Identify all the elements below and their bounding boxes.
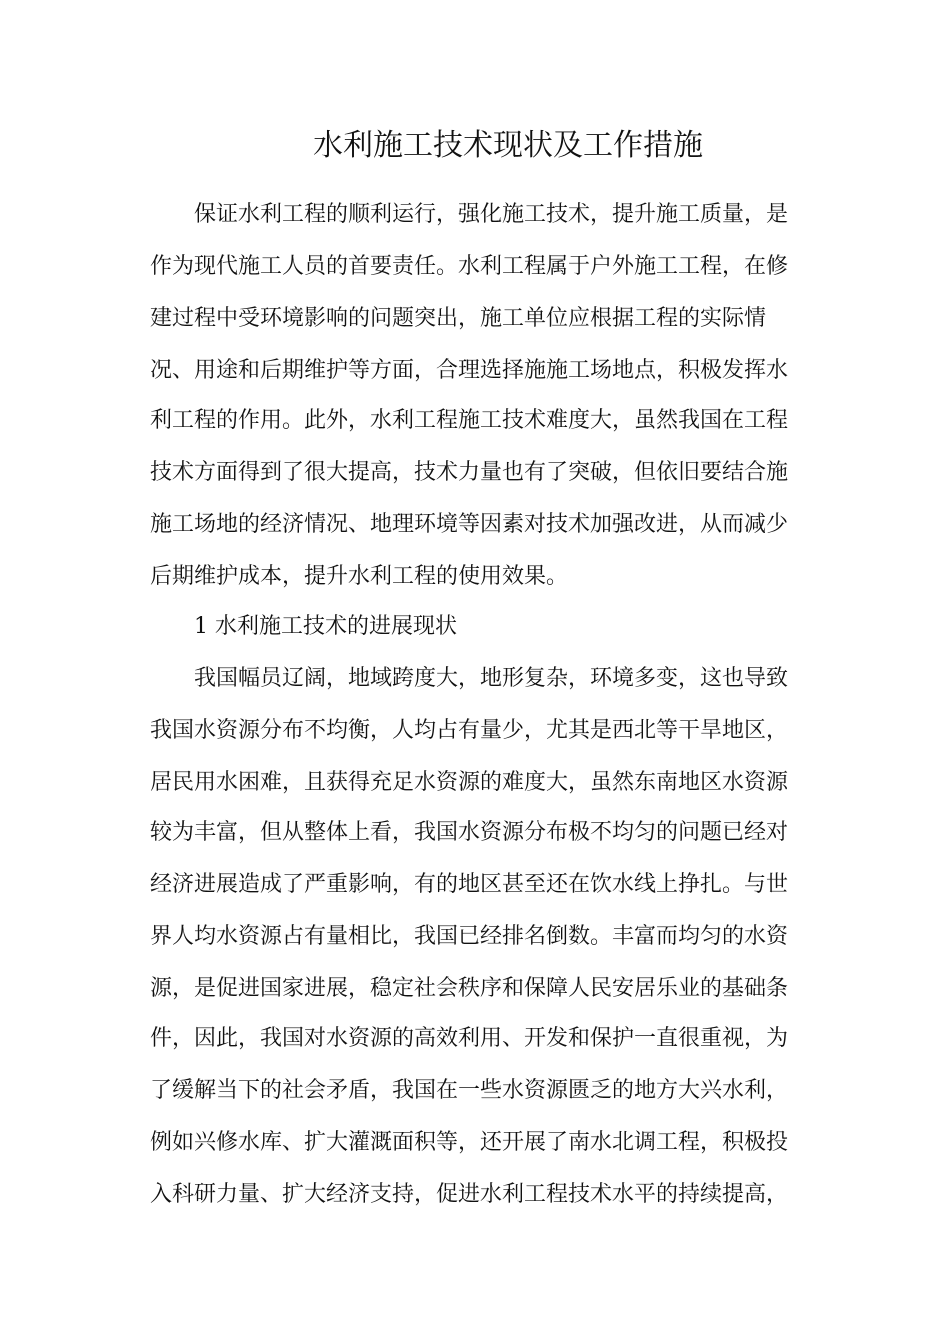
paragraph-line: 建过程中受环境影响的问题突出，施工单位应根据工程的实际情 (150, 306, 767, 331)
paragraph-line: 施工场地的经济情况、地理环境等因素对技术加强改进，从而减少 (150, 512, 789, 537)
paragraph-line: 我国幅员辽阔，地域跨度大，地形复杂，环境多变，这也导致 (194, 666, 789, 691)
paragraph-line: 况、用途和后期维护等方面，合理选择施施工场地点，积极发挥水 (150, 358, 789, 383)
paragraph-line: 了缓解当下的社会矛盾，我国在一些水资源匮乏的地方大兴水利， (150, 1078, 789, 1103)
paragraph-line: 利工程的作用。此外，水利工程施工技术难度大，虽然我国在工程 (150, 408, 789, 433)
section-heading: 1 水利施工技术的进展现状 (194, 614, 457, 639)
paragraph-line: 经济进展造成了严重影响，有的地区甚至还在饮水线上挣扎。与世 (150, 872, 789, 897)
paragraph-line: 件，因此，我国对水资源的高效利用、开发和保护一直很重视，为 (150, 1026, 789, 1051)
paragraph-line: 界人均水资源占有量相比，我国已经排名倒数。丰富而均匀的水资 (150, 924, 789, 949)
paragraph-line: 我国水资源分布不均衡，人均占有量少，尤其是西北等干旱地区， (150, 718, 789, 743)
paragraph-line: 作为现代施工人员的首要责任。水利工程属于户外施工工程，在修 (150, 254, 789, 279)
paragraph-line: 后期维护成本，提升水利工程的使用效果。 (150, 564, 569, 589)
paragraph-line: 源，是促进国家进展，稳定社会秩序和保障人民安居乐业的基础条 (150, 976, 789, 1001)
document-title: 水利施工技术现状及工作措施 (313, 128, 703, 163)
paragraph-line: 居民用水困难，且获得充足水资源的难度大，虽然东南地区水资源 (150, 770, 789, 795)
paragraph-line: 保证水利工程的顺利运行，强化施工技术，提升施工质量，是 (194, 202, 789, 227)
paragraph-line: 例如兴修水库、扩大灌溉面积等，还开展了南水北调工程，积极投 (150, 1130, 789, 1155)
paragraph-line: 较为丰富，但从整体上看，我国水资源分布极不均匀的问题已经对 (150, 820, 789, 845)
paragraph-line: 入科研力量、扩大经济支持，促进水利工程技术水平的持续提高， (150, 1182, 789, 1207)
paragraph-line: 技术方面得到了很大提高，技术力量也有了突破，但依旧要结合施 (150, 460, 789, 485)
